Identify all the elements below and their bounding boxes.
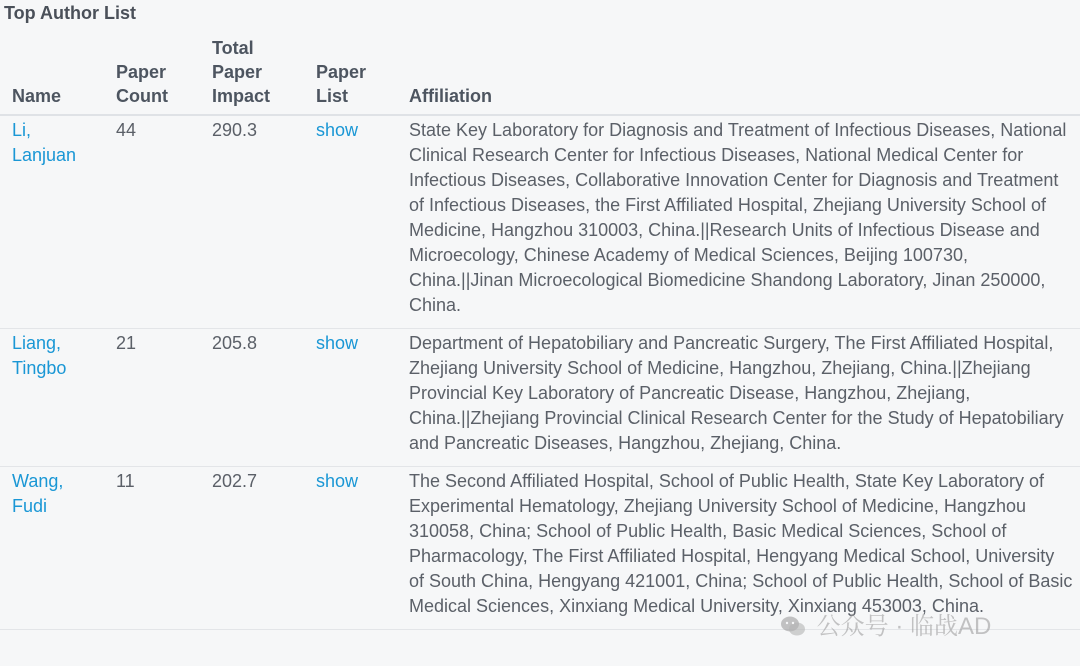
- author-name-link[interactable]: Li, Lanjuan: [12, 120, 77, 165]
- paper-list-cell: [304, 115, 397, 329]
- table-row: [0, 467, 1080, 630]
- total-impact-cell: 290.3: [200, 115, 304, 329]
- affiliation-cell: State Key Laboratory for Diagnosis and Treatment of Infectious Diseases, National Clinical Research Center for Infectious Diseases, National Medical Center for Infectious Diseases, Collaborative Innovation Center for Diagnosis and Treatment of Infectious Diseases, the First Affiliated Hospital, Zhejiang University School of Medicine, Hangzhou 310003, China.||Research Units of Infectious Disease and Microecology, Chinese Academy of Medical Sciences, Beijing 100730, China.||Jinan Microecological Biomedicine Shandong Laboratory, Jinan 250000, China.: [397, 115, 1080, 329]
- top-author-table: [0, 30, 1080, 630]
- show-paper-list-link[interactable]: show: [316, 120, 359, 140]
- affiliation-cell: Department of Hepatobiliary and Pancreatic Surgery, The First Affiliated Hospital, Zhejiang University School of Medicine, Hangzhou, Zhejiang, China.||Zhejiang Provincial Key Laboratory of Pancreatic Disease, Hangzhou, Zhejiang, China.||Zhejiang Provincial Clinical Research Center for the Study of Hepatobiliary and Pancreatic Diseases, Hangzhou, Zhejiang, China.: [397, 329, 1080, 467]
- total-impact-cell: 205.8: [200, 329, 304, 467]
- column-header-paper-count[interactable]: Paper Count: [104, 30, 200, 115]
- affiliation-cell: The Second Affiliated Hospital, School of Public Health, State Key Laboratory of Experimental Hematology, Zhejiang University School of Medicine, Hangzhou 310058, China; School of Public Health, Basic Medical Sciences, School of Pharmacology, The First Affiliated Hospital, Hengyang Medical School, University of South China, Hengyang 421001, China; School of Public Health, School of Basic Medical Sciences, Xinxiang Medical University, Xinxiang 453003, China.: [397, 467, 1080, 630]
- paper-list-cell: [304, 329, 397, 467]
- table-header-row: [0, 30, 1080, 115]
- column-header-name[interactable]: Name: [0, 30, 104, 115]
- author-name-link[interactable]: Liang, Tingbo: [12, 333, 67, 378]
- paper-count-cell: 44: [104, 115, 200, 329]
- watermark-text: 公众号 · 临战AD: [816, 613, 992, 640]
- show-paper-list-link[interactable]: show: [316, 333, 359, 353]
- show-paper-list-link[interactable]: show: [316, 471, 359, 491]
- column-header-paper-list[interactable]: Paper List: [304, 30, 397, 115]
- author-name-link[interactable]: Wang, Fudi: [12, 471, 64, 516]
- author-name-cell: [0, 329, 104, 467]
- panel-title: Top Author List: [4, 3, 136, 23]
- column-header-total-paper-impact[interactable]: Total Paper Impact: [200, 30, 304, 115]
- paper-count-cell: 21: [104, 329, 200, 467]
- author-name-cell: [0, 115, 104, 329]
- total-impact-cell: 202.7: [200, 467, 304, 630]
- table-body: [0, 115, 1080, 630]
- paper-count-cell: 11: [104, 467, 200, 630]
- table-row: [0, 329, 1080, 467]
- table-row: [0, 115, 1080, 329]
- paper-list-cell: [304, 467, 397, 630]
- author-name-cell: [0, 467, 104, 630]
- column-header-affiliation[interactable]: Affiliation: [397, 30, 1080, 115]
- table-header: [0, 30, 1080, 115]
